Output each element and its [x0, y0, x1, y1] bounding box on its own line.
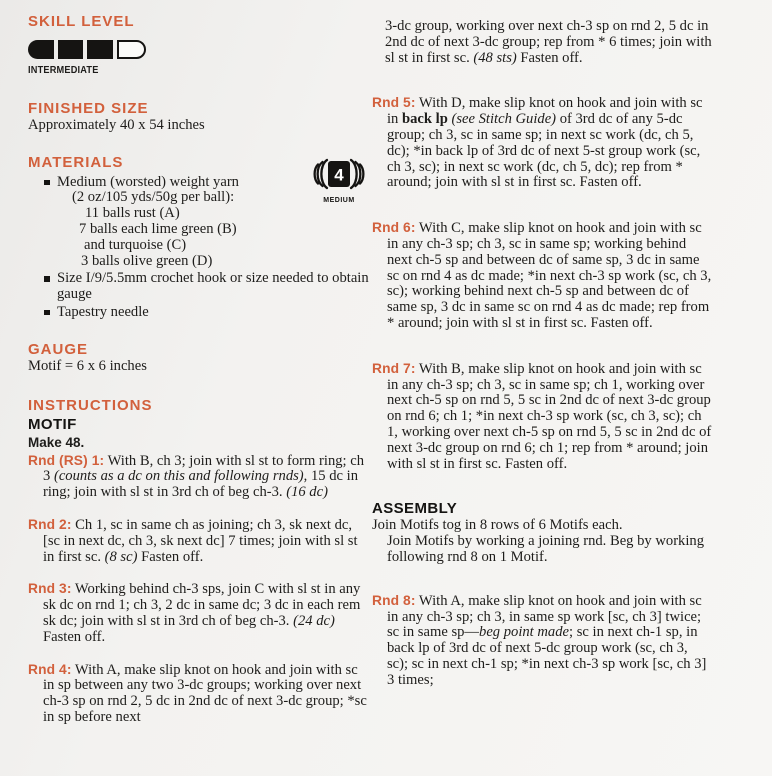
round-text: Working behind ch-3 sps, join C with sl st in any sk dc on rnd 1; ch 3, 2 dc in same dc; 3 dc in each rem sk dc; join with sl st in 3rd ch of beg ch-3. — [43, 581, 361, 629]
round-instruction-4 — [28, 662, 370, 726]
materials-heading: MATERIALS — [28, 153, 124, 171]
skill-segment-filled-icon — [87, 40, 113, 59]
round-text-italic: beg point made — [479, 624, 569, 641]
round-text: ; sc in next ch-1 sp, in back lp of 3rd dc of next 5-dc group work (sc, ch 3, sc); sc in next ch-1 sp; *in next ch-3 sp work [sc, ch 3] 3 times; — [387, 624, 707, 688]
yarn-color-line: 11 balls rust (A) — [85, 205, 180, 222]
round-text-italic: (counts as a dc on this and following rnds) — [53, 468, 304, 485]
skill-segment-filled-icon — [28, 40, 54, 59]
assembly-text: Join Motifs tog in 8 rows of 6 Motifs each. — [372, 517, 623, 534]
stitch-guide-reference: (see Stitch Guide) — [451, 111, 557, 128]
round-instruction-6 — [372, 220, 712, 332]
yarn-weight-4-badge — [310, 157, 368, 204]
round-label: Rnd 4: — [28, 661, 72, 677]
round-text: Fasten off. — [516, 49, 583, 66]
assembly-heading: ASSEMBLY — [372, 500, 458, 518]
skill-level-indicator-icon — [28, 40, 146, 59]
motif-heading: MOTIF — [28, 415, 77, 433]
material-item-needle — [28, 305, 370, 321]
round-label: Rnd 3: — [28, 581, 72, 597]
material-item-hook — [28, 271, 370, 303]
round-text: With B, make slip knot on hook and join with sc in any ch-3 sp; ch 3, sc in same sp; ch 1, working over next ch-5 sp on rnd 5, 5 sc in 2nd dc of next 3-dc group on rnd 6; ch 1; *in next ch-3 sp work (sc, ch 3, sc); ch 1, working over next ch-5 sp on rnd 5, 5 sc in 2nd dc of next 3-dc group on rnd 6; ch 1; rep from * around; join with sl st in first sc. Fasten off. — [387, 360, 712, 472]
round-instruction-1 — [28, 453, 370, 501]
right-column — [372, 14, 712, 689]
stitch-count-note: (48 sts) — [473, 49, 517, 66]
stitch-count-note: (24 dc) — [293, 612, 335, 629]
stitch-count-note: (8 sc) — [104, 548, 138, 565]
needle-description: Tapestry needle — [57, 303, 149, 320]
round-text: With C, make slip knot on hook and join with sc in any ch-3 sp; ch 3, sc in same sp; working behind next ch-5 sp and between dc of same sp, 3 dc in same sc on rnd 4 as dc made; *in next ch-3 sp work (sc, ch 3, sc); working behind next ch-5 sp and between dc of same sp, 3 dc in same sc on rnd 4 as dc made; rep from * around; join with sl st in first sc. Fasten off. — [387, 220, 712, 331]
round-4-continuation — [372, 19, 712, 66]
instructions-heading: INSTRUCTIONS — [28, 396, 153, 414]
yarn-description-line: Medium (worsted) weight yarn — [57, 173, 239, 190]
round-text-bold: back lp — [402, 111, 452, 128]
round-instruction-8 — [372, 593, 712, 689]
bullet-square-icon — [44, 276, 50, 282]
bullet-square-icon — [44, 180, 50, 186]
yarn-weight-number: 4 — [334, 165, 344, 185]
round-text: Fasten off. — [43, 628, 106, 645]
hook-description: Size I/9/5.5mm crochet hook or size needed to obtain gauge — [57, 270, 369, 303]
gauge-value: Motif = 6 x 6 inches — [28, 357, 147, 374]
yarn-color-line: 7 balls each lime green (B) — [79, 220, 237, 237]
round-label: Rnd 7: — [372, 360, 416, 376]
yarn-skein-icon — [312, 157, 366, 191]
finished-size-value: Approximately 40 x 54 inches — [28, 116, 205, 133]
round-label: Rnd 2: — [28, 516, 72, 532]
round-text: 3-dc group, working over next ch-3 sp on rnd 2, 5 dc in 2nd dc of next 3-dc group; rep from * 6 times; join with sl st in first sc. — [385, 18, 712, 66]
yarn-weight-label: MEDIUM — [323, 197, 355, 204]
yarn-color-line: and turquoise (C) — [84, 236, 187, 253]
round-text: Ch 1, sc in same ch as joining; ch 3, sk next dc, [sc in next dc, ch 3, sk next dc] 7 times; join with sl st in first sc. — [43, 516, 358, 565]
round-text: With A, make slip knot on hook and join with sc in sp between any two 3-dc groups; working over next ch-3 sp on rnd 2, 5 dc in 2nd dc of next 3-dc group; *sc in sp before next — [43, 661, 367, 725]
round-instruction-5 — [372, 95, 712, 191]
round-text: of 3rd dc of any 5-dc group; ch 3, sc in same sp; in next sc work (dc, ch 5, dc); *in back lp of 3rd dc of next 5-st group work (sc, ch 3, sc); in next sc work (dc, ch 5, dc); rep from * around; join with sl st in first sc. Fasten off. — [387, 111, 701, 191]
skill-level-section — [28, 13, 370, 79]
left-column — [28, 13, 370, 726]
round-text: With A, make slip knot on hook and join with sc in any ch-3 sp; ch 3, in same sp work [sc, ch 3] twice; sc in same sp— — [387, 592, 702, 641]
bullet-square-icon — [44, 310, 50, 316]
round-label: Rnd (RS) 1: — [28, 452, 105, 468]
finished-size-heading: FINISHED SIZE — [28, 99, 149, 117]
instructions-section — [28, 397, 370, 726]
round-label: Rnd 6: — [372, 220, 416, 236]
yarn-description-line: (2 oz/105 yds/50g per ball): — [72, 189, 235, 206]
round-instruction-2 — [28, 517, 370, 565]
assembly-paragraph — [372, 518, 712, 565]
round-instruction-7 — [372, 361, 712, 473]
skill-segment-empty-icon — [117, 40, 147, 59]
round-label: Rnd 8: — [372, 592, 416, 608]
yarn-color-line: 3 balls olive green (D) — [81, 252, 213, 269]
gauge-section — [28, 341, 370, 375]
skill-level-heading: SKILL LEVEL — [28, 13, 135, 30]
round-text: With B, ch 3; join with sl st to form ring; ch 3 — [43, 452, 365, 485]
assembly-section — [372, 501, 712, 565]
stitch-count-note: (16 dc) — [286, 484, 328, 501]
round-text: With D, make slip knot on hook and join with sc in — [387, 95, 703, 128]
assembly-text: Join Motifs by working a joining rnd. Beg by working following rnd 8 on 1 Motif. — [387, 533, 704, 565]
make-count-note: Make 48. — [28, 434, 85, 450]
skill-segment-filled-icon — [58, 40, 84, 59]
skill-level-label: INTERMEDIATE — [28, 65, 99, 76]
round-text: , 15 dc in ring; join with sl st in 3rd ch of beg ch-3. — [43, 468, 358, 501]
round-instruction-3 — [28, 581, 370, 645]
round-text: Fasten off. — [137, 548, 204, 565]
finished-size-section — [28, 100, 370, 134]
gauge-heading: GAUGE — [28, 340, 89, 358]
round-label: Rnd 5: — [372, 95, 416, 111]
